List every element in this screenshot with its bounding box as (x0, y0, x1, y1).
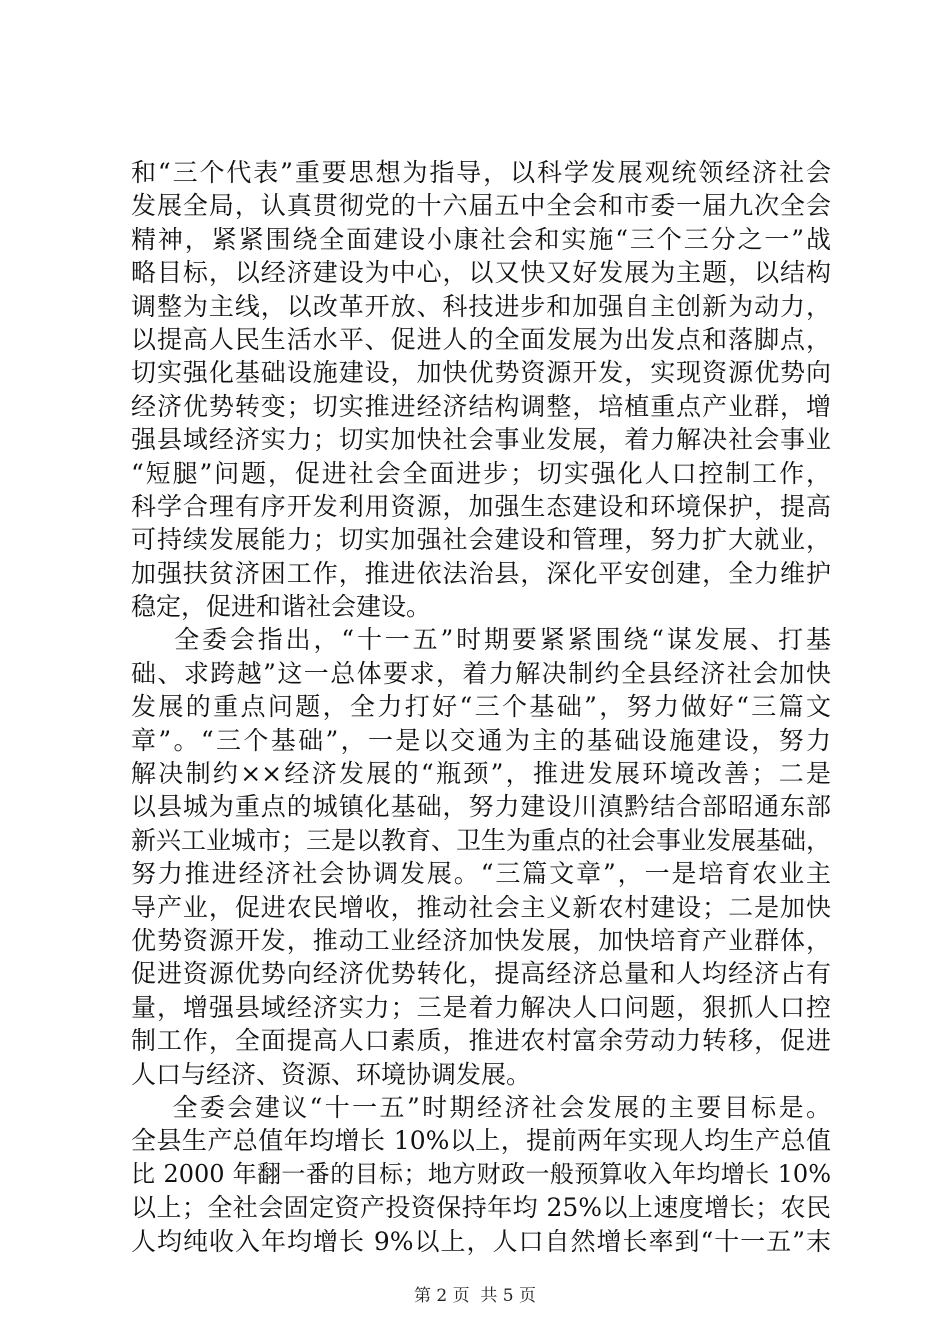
text-line: 以县城为重点的城镇化基础，努力建设川滇黔结合部昭通东部 (131, 792, 831, 822)
text-line: 调整为主线，以改革开放、科技进步和加强自主创新为动力， (131, 291, 831, 321)
text-line: 切实强化基础设施建设，加快优势资源开发，实现资源优势向 (131, 358, 831, 388)
text-line: 全委会建议“十一五”时期经济社会发展的主要目标是。 (131, 1092, 831, 1122)
text-line: 努力推进经济社会协调发展。“三篇文章”，一是培育农业主 (131, 859, 831, 889)
text-line: 新兴工业城市；三是以教育、卫生为重点的社会事业发展基础， (131, 825, 832, 855)
page-footer: 第 2 页 共 5 页 (413, 1286, 537, 1306)
text-line: 发展的重点问题，全力打好“三个基础”，努力做好“三篇文 (131, 692, 831, 722)
text-line: 略目标，以经济建设为中心，以又快又好发展为主题，以结构 (131, 258, 831, 288)
text-line: 人均纯收入年均增长 9%以上，人口自然增长率到“十一五”末 (131, 1226, 831, 1256)
text-line: 制工作，全面提高人口素质，推进农村富余劳动力转移，促进 (131, 1026, 831, 1056)
text-line: 全委会指出，“十一五”时期要紧紧围绕“谋发展、打基 (131, 625, 831, 655)
text-line: 发展全局，认真贯彻党的十六届五中全会和市委一届九次全会 (131, 191, 831, 221)
text-line: 全县生产总值年均增长 10%以上，提前两年实现人均生产总值 (131, 1126, 831, 1156)
text-line: 和“三个代表”重要思想为指导，以科学发展观统领经济社会 (131, 158, 831, 187)
text-line: 可持续发展能力；切实加强社会建设和管理，努力扩大就业， (131, 525, 831, 555)
text-line: 以上；全社会固定资产投资保持年均 25%以上速度增长；农民 (131, 1193, 831, 1223)
text-line: 促进资源优势向经济优势转化，提高经济总量和人均经济占有 (131, 959, 831, 989)
text-line: 精神，紧紧围绕全面建设小康社会和实施“三个三分之一”战 (131, 224, 831, 254)
text-line: 强县域经济实力；切实加快社会事业发展，着力解决社会事业 (131, 425, 831, 455)
text-line: 以提高人民生活水平、促进人的全面发展为出发点和落脚点， (131, 324, 831, 354)
text-line: 经济优势转变；切实推进经济结构调整，培植重点产业群，增 (131, 391, 831, 421)
text-line: 量，增强县域经济实力；三是着力解决人口问题，狠抓人口控 (131, 992, 831, 1022)
text-line: 础、求跨越”这一总体要求，着力解决制约全县经济社会加快 (131, 658, 831, 688)
text-line: 优势资源开发，推动工业经济加快发展，加快培育产业群体， (131, 925, 831, 955)
text-line: 科学合理有序开发利用资源，加强生态建设和环境保护，提高 (131, 491, 831, 521)
text-line: 解决制约××经济发展的“瓶颈”，推进发展环境改善；二是 (131, 759, 831, 789)
text-line: 人口与经济、资源、环境协调发展。 (131, 1059, 532, 1089)
text-line: “短腿”问题，促进社会全面进步；切实强化人口控制工作， (131, 458, 831, 488)
text-line: 比 2000 年翻一番的目标；地方财政一般预算收入年均增长 10% (131, 1159, 831, 1188)
text-line: 稳定，促进和谐社会建设。 (131, 592, 432, 622)
text-line: 加强扶贫济困工作，推进依法治县，深化平安创建，全力维护 (131, 558, 831, 588)
text-line: 章”。“三个基础”，一是以交通为主的基础设施建设，努力 (131, 725, 831, 755)
text-line: 导产业，促进农民增收，推动社会主义新农村建设；二是加快 (131, 892, 831, 922)
document-body (131, 156, 831, 1258)
